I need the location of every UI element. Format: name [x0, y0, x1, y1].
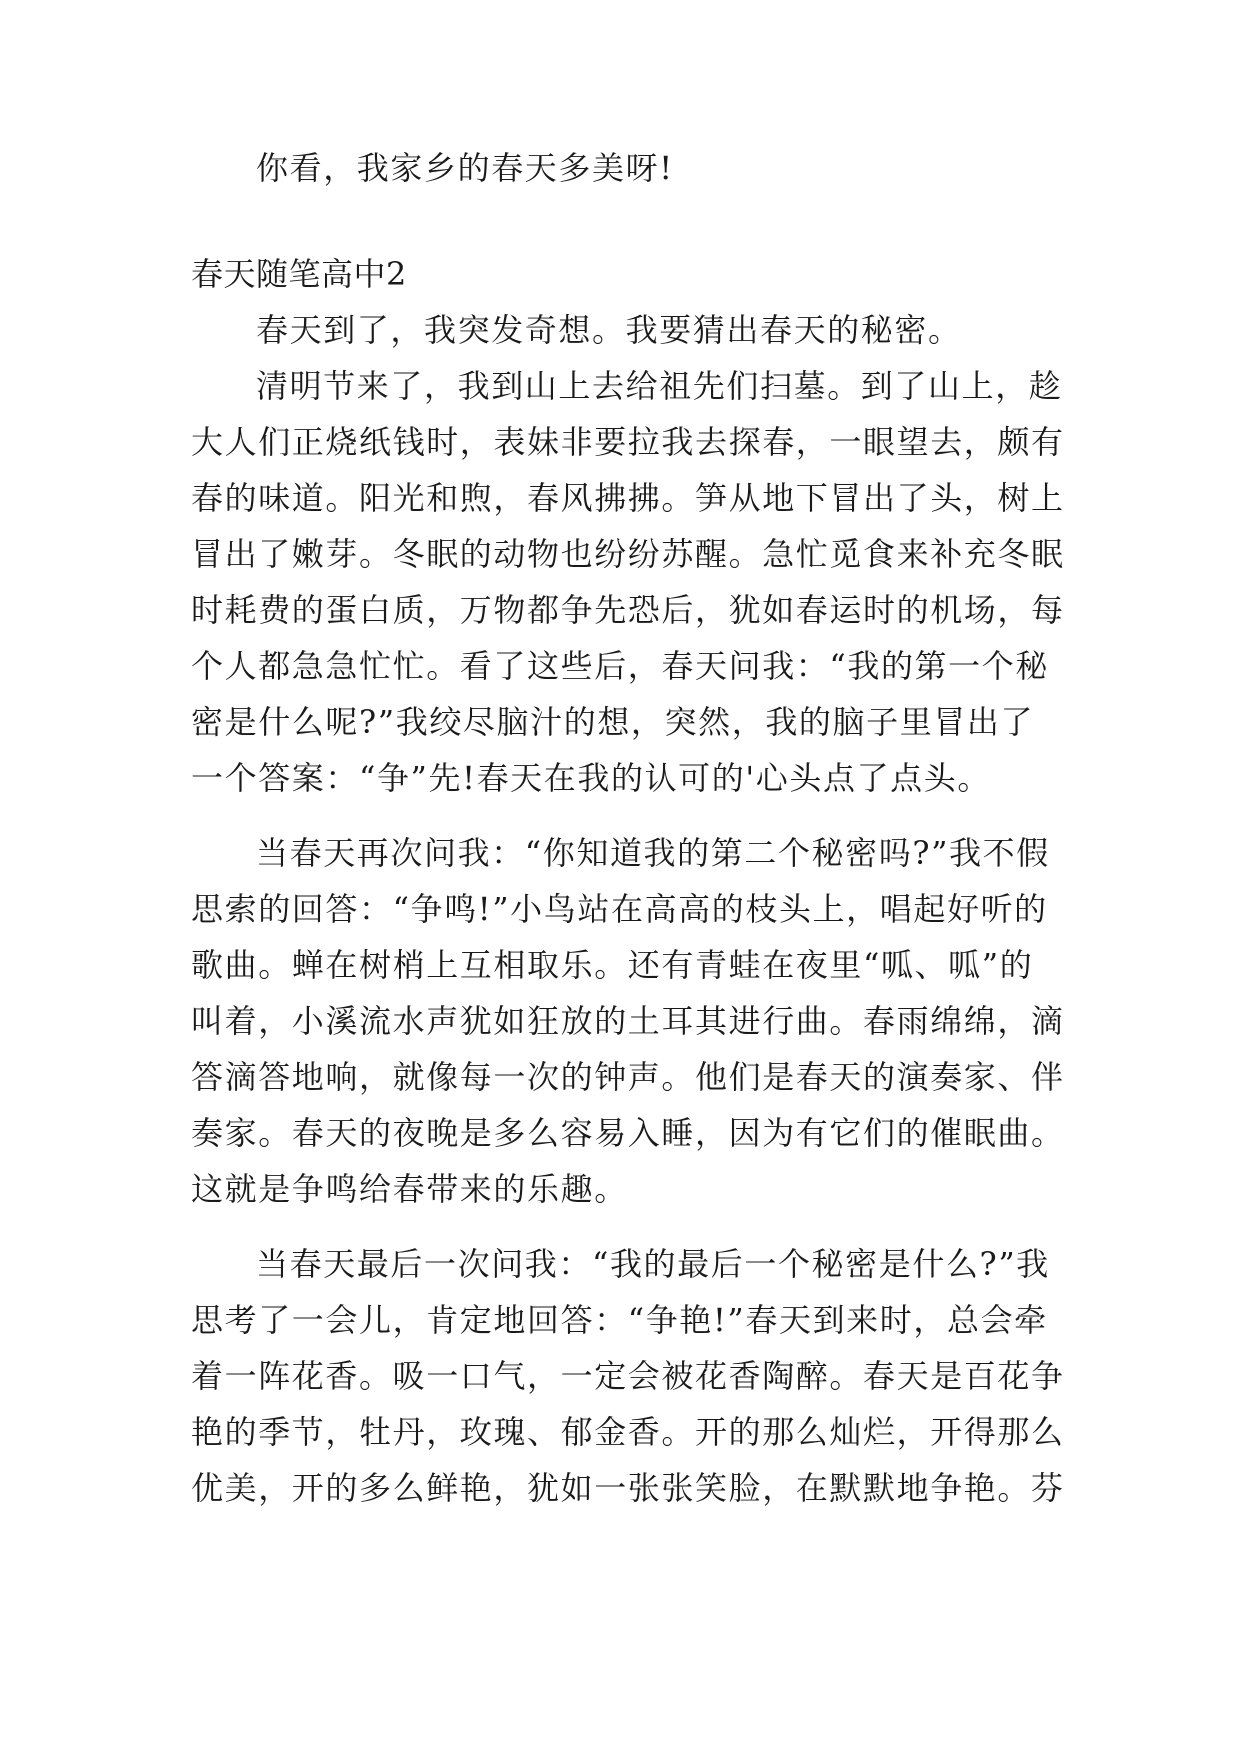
intro-line: 你看，我家乡的春天多美呀! [256, 149, 674, 187]
paragraph-line: 当春天最后一次问我：“我的最后一个秘密是什么?”我 [256, 1245, 1050, 1283]
paragraph-line: 清明节来了，我到山上去给祖先们扫墓。到了山上，趁 [256, 367, 1063, 405]
paragraph-line: 密是什么呢?”我绞尽脑汁的想，突然，我的脑子里冒出了 [191, 703, 1035, 741]
paragraph-line: 艳的季节，牡丹，玫瑰、郁金香。开的那么灿烂，开得那么 [191, 1413, 1065, 1451]
paragraph-line: 思索的回答：“争鸣!”小鸟站在高高的枝头上，唱起好听的 [191, 890, 1048, 928]
paragraph-line: 答滴答地响，就像每一次的钟声。他们是春天的演奏家、伴 [191, 1058, 1065, 1096]
paragraph-line: 冒出了嫩芽。冬眠的动物也纷纷苏醒。急忙觅食来补充冬眠 [191, 535, 1065, 573]
section-title: 春天随笔高中2 [191, 255, 407, 293]
paragraph-line: 这就是争鸣给春带来的乐趣。 [191, 1170, 628, 1208]
paragraph-line: 奏家。春天的夜晚是多么容易入睡，因为有它们的催眠曲。 [191, 1114, 1065, 1152]
paragraph-line: 时耗费的蛋白质，万物都争先恐后，犹如春运时的机场，每 [191, 591, 1065, 629]
paragraph-line: 一个答案：“争”先!春天在我的认可的'心头点了点头。 [191, 759, 991, 797]
paragraph-line: 歌曲。蝉在树梢上互相取乐。还有青蛙在夜里“呱、呱”的 [191, 946, 1034, 984]
paragraph-line: 个人都急急忙忙。看了这些后，春天问我：“我的第一个秘 [191, 647, 1049, 685]
paragraph-line: 春的味道。阳光和煦，春风拂拂。笋从地下冒出了头，树上 [191, 479, 1065, 517]
paragraph-line: 叫着，小溪流水声犹如狂放的土耳其进行曲。春雨绵绵，滴 [191, 1002, 1065, 1040]
paragraph-line: 思考了一会儿，肯定地回答：“争艳!”春天到来时，总会牵 [191, 1301, 1048, 1339]
paragraph-line: 当春天再次问我：“你知道我的第二个秘密吗?”我不假 [256, 834, 1050, 872]
paragraph-line: 优美，开的多么鲜艳，犹如一张张笑脸，在默默地争艳。芬 [191, 1469, 1065, 1507]
paragraph-line: 着一阵花香。吸一口气，一定会被花香陶醉。春天是百花争 [191, 1357, 1065, 1395]
paragraph-line: 春天到了，我突发奇想。我要猜出春天的秘密。 [256, 311, 962, 349]
paragraph-line: 大人们正烧纸钱时，表妹非要拉我去探春，一眼望去，颇有 [191, 423, 1065, 461]
